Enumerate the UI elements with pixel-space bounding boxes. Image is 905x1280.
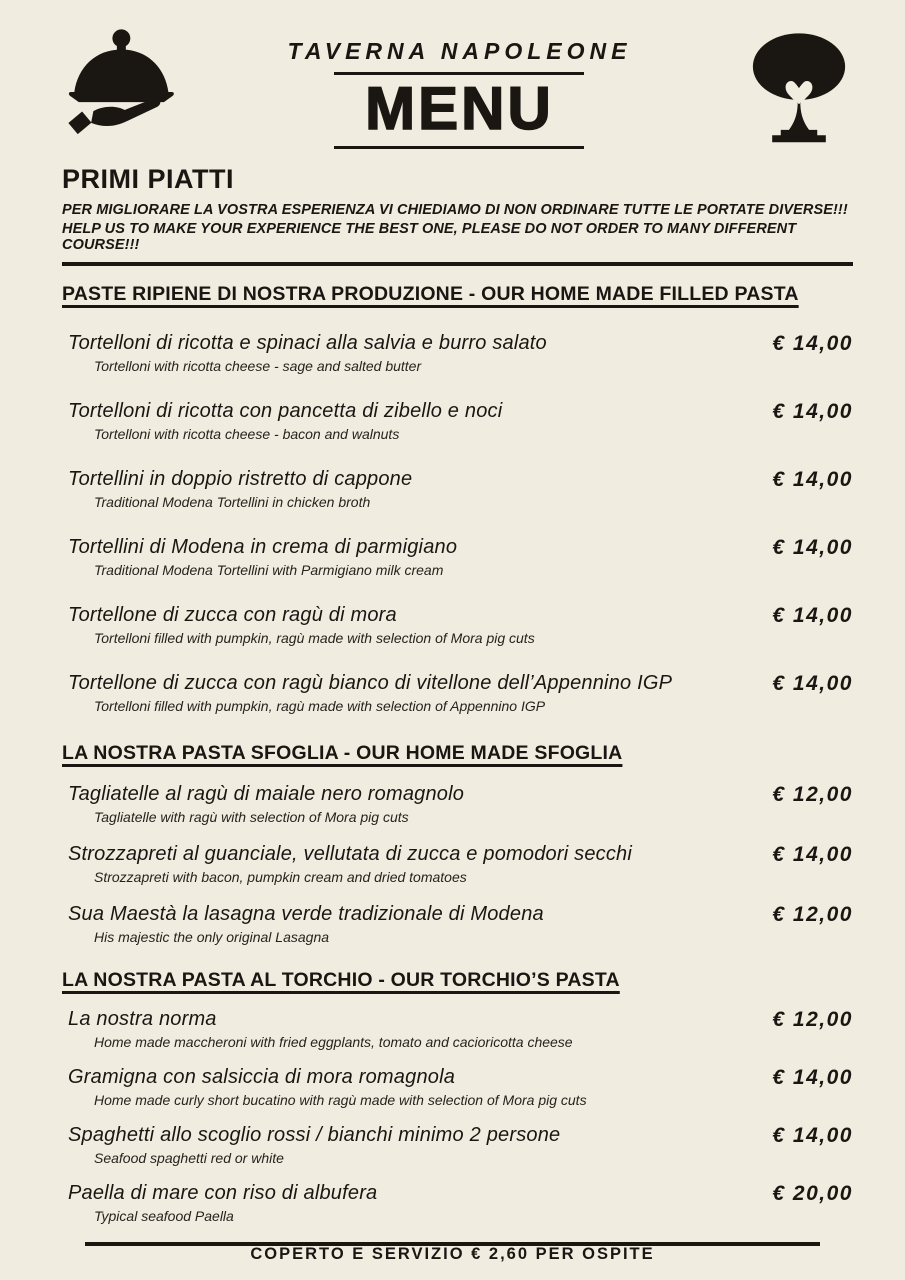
dish-price: € 14,00 — [772, 604, 853, 627]
dish-description: Tagliatelle with ragù with selection of Mora pig cuts — [94, 809, 409, 825]
dish-name: Tortellone di zucca con ragù bianco di vitellone dell’Appennino IGP — [68, 672, 673, 694]
restaurant-name: TAVERNA NAPOLEONE — [287, 38, 632, 64]
dish-name: Paella di mare con riso di albufera — [68, 1182, 378, 1204]
dish-description: Traditional Modena Tortellini in chicken broth — [94, 494, 371, 510]
dish-name: Gramigna con salsiccia di mora romagnola — [68, 1066, 456, 1088]
menu-item — [62, 672, 853, 714]
dish-name: Sua Maestà la lasagna verde tradizionale di Modena — [68, 903, 544, 925]
dish-name: Spaghetti allo scoglio rossi / bianchi minimo 2 persone — [68, 1124, 561, 1146]
intro-divider — [62, 262, 853, 266]
menu-item — [62, 332, 853, 374]
menu-header — [62, 28, 853, 150]
dish-description: Home made curly short bucatino with ragù made with selection of Mora pig cuts — [94, 1092, 587, 1108]
menu-item — [62, 1124, 853, 1166]
dish-price: € 12,00 — [772, 903, 853, 926]
cover-charge-note: COPERTO E SERVIZIO € 2,60 PER OSPITE — [250, 1245, 655, 1263]
dish-name: Tortellone di zucca con ragù di mora — [68, 604, 397, 626]
menu-item — [62, 903, 853, 945]
cloche-on-hand-icon — [62, 28, 174, 146]
page-title: MENU — [365, 75, 554, 142]
menu-item — [62, 1008, 853, 1050]
dish-description: Tortelloni with ricotta cheese - bacon and walnuts — [94, 426, 400, 442]
dish-price: € 14,00 — [772, 468, 853, 491]
dish-price: € 14,00 — [772, 536, 853, 559]
title-block — [288, 38, 632, 149]
menu-item — [62, 1066, 853, 1108]
dish-price: € 20,00 — [772, 1182, 853, 1205]
dish-description: Tortelloni filled with pumpkin, ragù made with selection of Mora pig cuts — [94, 630, 535, 646]
section-heading: LA NOSTRA PASTA AL TORCHIO - OUR TORCHIO’S PASTA — [62, 969, 620, 991]
section-heading: LA NOSTRA PASTA SFOGLIA - OUR HOME MADE SFOGLIA — [62, 742, 623, 764]
category-title: PRIMI PIATTI — [62, 164, 234, 194]
dish-name: Tagliatelle al ragù di maiale nero romagnolo — [68, 783, 465, 805]
dish-price: € 14,00 — [772, 1124, 853, 1147]
notice-italian: PER MIGLIORARE LA VOSTRA ESPERIENZA VI CHIEDIAMO DI NON ORDINARE TUTTE LE PORTATE DIVERSE!!! — [62, 202, 848, 218]
dish-description: Tortelloni with ricotta cheese - sage and salted butter — [94, 358, 422, 374]
tree-heart-icon — [745, 28, 853, 146]
dish-description: Traditional Modena Tortellini with Parmigiano milk cream — [94, 562, 444, 578]
dish-description: Tortelloni filled with pumpkin, ragù made with selection of Appennino IGP — [94, 698, 546, 714]
dish-name: Tortelloni di ricotta e spinaci alla salvia e burro salato — [68, 332, 547, 354]
menu-item — [62, 400, 853, 442]
menu-item — [62, 843, 853, 885]
dish-price: € 14,00 — [772, 843, 853, 866]
menu-item — [62, 783, 853, 825]
menu-item — [62, 468, 853, 510]
section-sfoglia-pasta — [62, 742, 853, 945]
dish-description: His majestic the only original Lasagna — [94, 929, 330, 945]
dish-price: € 12,00 — [772, 1008, 853, 1031]
notice-english: HELP US TO MAKE YOUR EXPERIENCE THE BEST ONE, PLEASE DO NOT ORDER TO MANY DIFFERENT COURSE!!! — [62, 221, 797, 253]
dish-price: € 14,00 — [772, 332, 853, 355]
dish-description: Home made maccheroni with fried eggplants, tomato and cacioricotta cheese — [94, 1034, 573, 1050]
dish-name: Tortellini in doppio ristretto di cappone — [68, 468, 413, 490]
section-filled-pasta — [62, 283, 853, 714]
dish-name: Tortelloni di ricotta con pancetta di zibello e noci — [68, 400, 503, 422]
menu-footer — [85, 1242, 820, 1264]
dish-description: Strozzapreti with bacon, pumpkin cream and dried tomatoes — [94, 869, 467, 885]
title-divider-bottom — [334, 146, 584, 149]
section-torchio-pasta — [62, 969, 853, 1224]
dish-price: € 14,00 — [772, 672, 853, 695]
intro-section — [62, 164, 853, 253]
menu-item — [62, 1182, 853, 1224]
dish-description: Typical seafood Paella — [94, 1208, 234, 1224]
section-heading: PASTE RIPIENE DI NOSTRA PRODUZIONE - OUR HOME MADE FILLED PASTA — [62, 283, 799, 305]
dish-price: € 14,00 — [772, 400, 853, 423]
dish-name: La nostra norma — [68, 1008, 217, 1030]
dish-price: € 12,00 — [772, 783, 853, 806]
dish-name: Tortellini di Modena in crema di parmigiano — [68, 536, 458, 558]
dish-name: Strozzapreti al guanciale, vellutata di zucca e pomodori secchi — [68, 843, 633, 865]
menu-item — [62, 604, 853, 646]
menu-item — [62, 536, 853, 578]
dish-price: € 14,00 — [772, 1066, 853, 1089]
dish-description: Seafood spaghetti red or white — [94, 1150, 284, 1166]
